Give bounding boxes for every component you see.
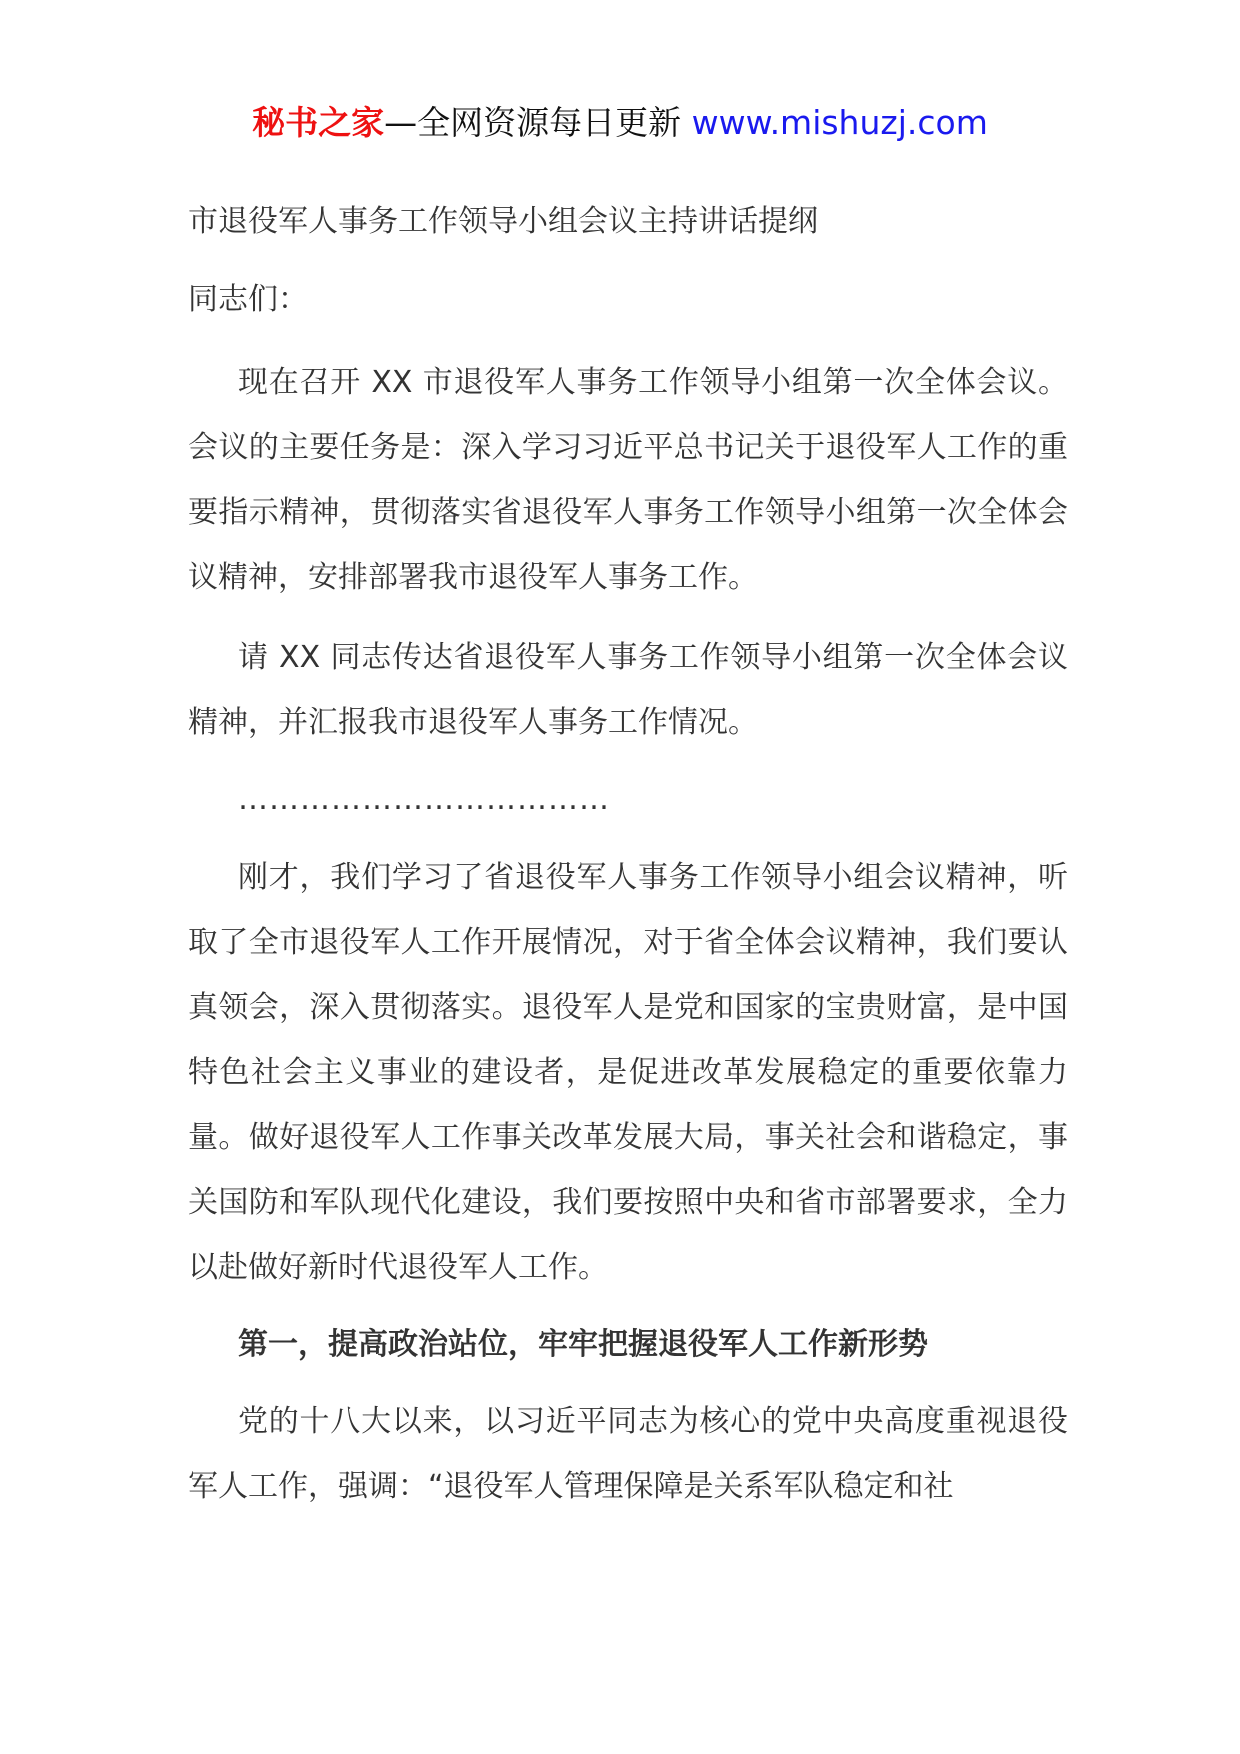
paragraph-section-one: 党的十八大以来，以习近平同志为核心的党中央高度重视退役军人工作，强调：“退役军人管理保障是关系军队稳定和社 [188,1404,1068,1504]
section-heading-first: 第一，提高政治站位，牢牢把握退役军人工作新形势 [238,1327,928,1362]
paragraph-report-request: 请 XX 同志传达省退役军人事务工作领导小组第一次全体会议精神，并汇报我市退役军人事务工作情况。 [188,640,1068,740]
document-title: 市退役军人事务工作领导小组会议主持讲话提纲 [188,204,818,239]
salutation: 同志们： [188,282,308,317]
header-tagline: —全网资源每日更新 [384,103,682,142]
document-body [188,196,1068,1534]
ellipsis-separator: ……………………………… [238,782,610,817]
paragraph-opening: 现在召开 XX 市退役军人事务工作领导小组第一次全体会议。会议的主要任务是：深入学习习近平总书记关于退役军人工作的重要指示精神，贯彻落实省退役军人事务工作领导小组第一次全体会议精神，安排部署我市退役军人事务工作。 [188,365,1068,595]
paragraph-summary: 刚才，我们学习了省退役军人事务工作领导小组会议精神，听取了全市退役军人工作开展情况，对于省全体会议精神，我们要认真领会，深入贯彻落实。退役军人是党和国家的宝贵财富，是中国特色社会主义事业的建设者，是促进改革发展稳定的重要依靠力量。做好退役军人工作事关改革发展大局，事关社会和谐稳定，事关国防和军队现代化建设，我们要按照中央和省市部署要求，全力以赴做好新时代退役军人工作。 [188,860,1068,1285]
brand-name: 秘书之家 [252,103,385,142]
site-header [0,98,1240,148]
website-url[interactable]: www.mishuzj.com [691,103,988,142]
